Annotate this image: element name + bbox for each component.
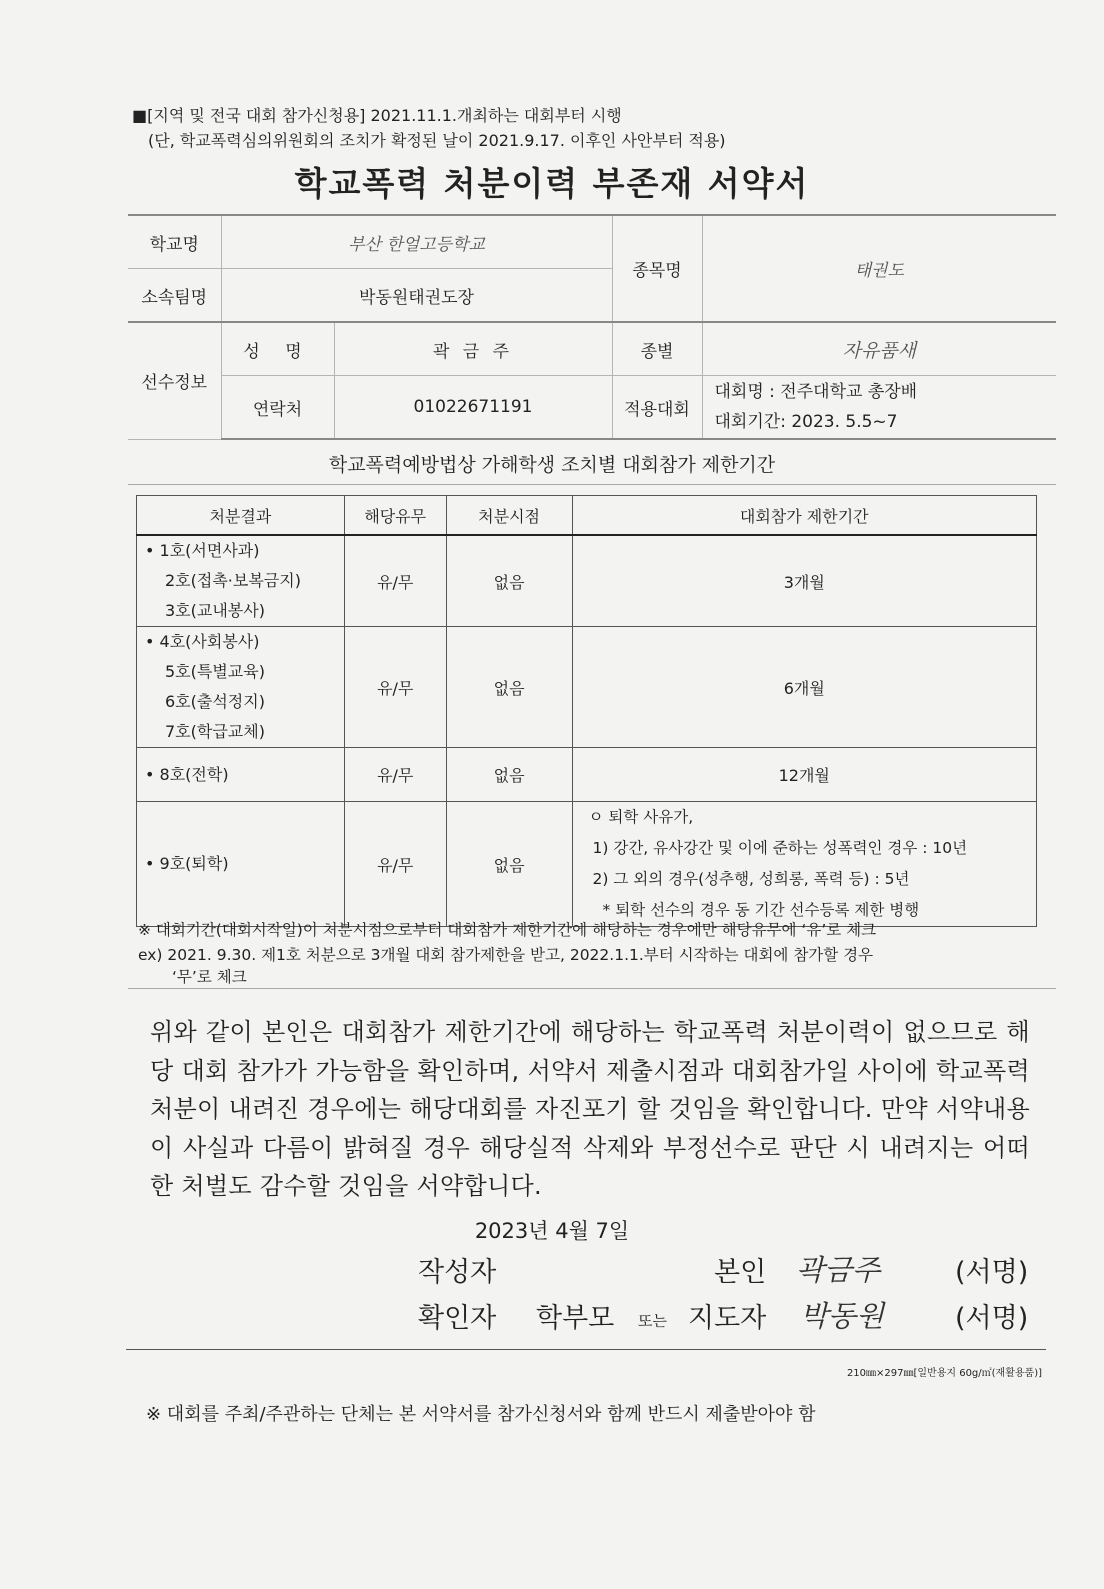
header-timing: 처분시점 bbox=[446, 496, 572, 536]
coach-sign-marker: (서명) bbox=[955, 1303, 1029, 1334]
notice-line-1: ■[지역 및 전국 대회 참가신청용] 2021.11.1.개최하는 대회부터 시행 bbox=[132, 106, 622, 125]
event-label: 종목명 bbox=[612, 215, 702, 322]
competition-label: 적용대회 bbox=[612, 376, 702, 440]
coach-signature-name: 박동원 bbox=[800, 1299, 885, 1333]
limit-line: ㅇ 퇴학 사유가, bbox=[588, 808, 694, 826]
measure-item: 2호(접촉·보복금지) bbox=[165, 571, 301, 590]
category-value: 자유품새 bbox=[702, 322, 1056, 376]
player-info-label: 선수정보 bbox=[128, 322, 221, 439]
timing-value: 없음 bbox=[446, 535, 572, 627]
contact-label: 연락처 bbox=[221, 376, 334, 440]
table-row bbox=[137, 802, 1037, 927]
self-label: 본인 bbox=[714, 1257, 767, 1288]
applicable-value: 유/무 bbox=[344, 627, 446, 748]
applicant-info-table bbox=[128, 214, 1056, 440]
footnote-line-2: ex) 2021. 9.30. 제1호 처분으로 3개월 대회 참가제한을 받고, 2022.1.1.부터 시작하는 대회에 참가할 경우 bbox=[138, 946, 874, 964]
school-label: 학교명 bbox=[128, 215, 221, 269]
applicable-value: 유/무 bbox=[344, 535, 446, 627]
table-row bbox=[137, 627, 1037, 748]
footnote-line-3: ‘무’로 체크 bbox=[172, 968, 247, 986]
school-value: 부산 한얼고등학교 bbox=[221, 215, 612, 269]
timing-value: 없음 bbox=[446, 627, 572, 748]
parent-label: 학부모 bbox=[536, 1303, 615, 1334]
header-applicable: 해당유무 bbox=[344, 496, 446, 536]
measure-item: 5호(특별교육) bbox=[165, 662, 265, 681]
notice-line-2: (단, 학교폭력심의위원회의 조치가 확정된 날이 2021.9.17. 이후인 사안부터 적용) bbox=[148, 131, 726, 150]
divider bbox=[126, 1349, 1046, 1350]
self-signature-name: 곽금주 bbox=[796, 1253, 881, 1287]
limit-value: 12개월 bbox=[572, 748, 1036, 802]
competition-period: 대회기간: 2023. 5.5~7 bbox=[714, 412, 898, 432]
contact-value: 01022671191 bbox=[334, 376, 612, 440]
event-value: 태권도 bbox=[702, 215, 1056, 322]
measure-item: • 4호(사회봉사) bbox=[145, 632, 260, 651]
name-value: 곽 금 주 bbox=[334, 322, 612, 376]
team-value: 박동원태권도장 bbox=[221, 269, 612, 323]
footnote-line-1: ※ 대회기간(대회시작일)이 처분시점으로부터 대회참가 제한기간에 해당하는 경우에만 해당유무에 ‘유’로 체크 bbox=[138, 921, 877, 939]
pledge-text: 위와 같이 본인은 대회참가 제한기간에 해당하는 학교폭력 처분이력이 없으므로 해당 대회 참가가 가능함을 확인하며, 서약서 제출시점과 대회참가일 사이에 학교폭력 처분이 내려진 경우에는 해당대회를 자진포기 할 것임을 확인합니다. 만약 서약내용이 사실과 다름이 밝혀질 경우 해당실적 삭제와 부정선수로 판단 시 내려지는 어떠한 처벌도 감수할 것임을 서약합니다. bbox=[150, 1018, 1030, 1200]
measure-item: • 8호(전학) bbox=[145, 764, 229, 784]
measure-item: • 9호(퇴학) bbox=[145, 854, 229, 873]
applicable-value: 유/무 bbox=[344, 802, 446, 927]
timing-value: 없음 bbox=[446, 748, 572, 802]
expulsion-limit-cell bbox=[572, 802, 1036, 927]
table-row bbox=[137, 748, 1037, 802]
pledge-date: 2023년 4월 7일 bbox=[474, 1219, 630, 1243]
paper-spec: 210㎜×297㎜[일반용지 60g/㎡(재활용품)] bbox=[846, 1368, 1042, 1379]
confirmer-label: 확인자 bbox=[418, 1303, 497, 1334]
coach-label: 지도자 bbox=[688, 1303, 767, 1334]
limit-line: * 퇴학 선수의 경우 동 기간 선수등록 제한 병행 bbox=[602, 901, 920, 919]
measure-item: 6호(출석정지) bbox=[165, 692, 265, 711]
limit-value: 3개월 bbox=[572, 535, 1036, 627]
submission-note: ※ 대회를 주최/주관하는 단체는 본 서약서를 참가신청서와 함께 반드시 제출받아야 함 bbox=[146, 1404, 816, 1425]
category-label: 종별 bbox=[612, 322, 702, 376]
document-title: 학교폭력 처분이력 부존재 서약서 bbox=[294, 164, 810, 203]
table-row bbox=[137, 535, 1037, 627]
divider bbox=[128, 988, 1056, 989]
penalty-table-title: 학교폭력예방법상 가해학생 조치별 대회참가 제한기간 bbox=[328, 454, 776, 476]
timing-value: 없음 bbox=[446, 802, 572, 927]
header-result: 처분결과 bbox=[137, 496, 345, 536]
team-label: 소속팀명 bbox=[128, 269, 221, 323]
header-limit: 대회참가 제한기간 bbox=[572, 496, 1036, 536]
divider bbox=[128, 484, 1056, 485]
measure-item: • 1호(서면사과) bbox=[145, 541, 260, 560]
measure-item: 3호(교내봉사) bbox=[165, 601, 265, 620]
penalty-table bbox=[136, 495, 1037, 927]
self-sign-marker: (서명) bbox=[955, 1257, 1029, 1288]
limit-line: 1) 강간, 유사강간 및 이에 준하는 성폭력인 경우 : 10년 bbox=[592, 839, 968, 857]
competition-name: 대회명 : 전주대학교 총장배 bbox=[714, 382, 918, 402]
competition-cell bbox=[702, 376, 1056, 440]
or-label: 또는 bbox=[638, 1312, 667, 1330]
applicable-value: 유/무 bbox=[344, 748, 446, 802]
limit-line: 2) 그 외의 경우(성추행, 성희롱, 폭력 등) : 5년 bbox=[592, 870, 910, 888]
measure-item: 7호(학급교체) bbox=[165, 722, 265, 741]
writer-label: 작성자 bbox=[418, 1257, 497, 1288]
limit-value: 6개월 bbox=[572, 627, 1036, 748]
name-label: 성 명 bbox=[221, 322, 334, 376]
